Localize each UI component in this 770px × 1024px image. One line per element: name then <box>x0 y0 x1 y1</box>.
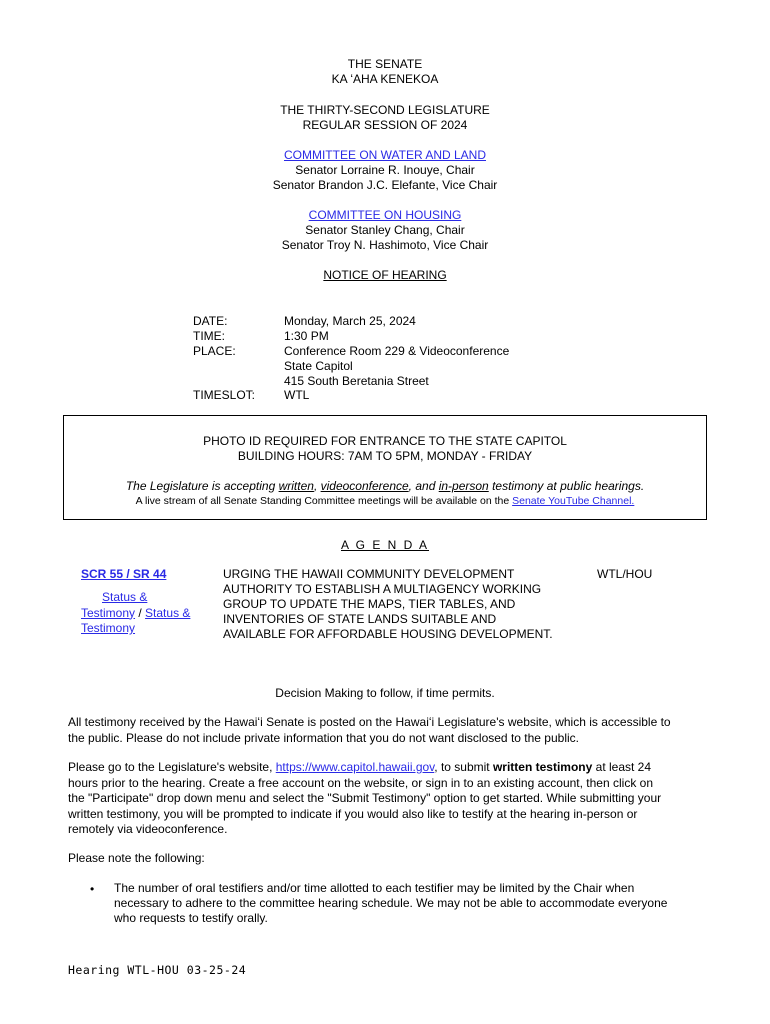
paragraph-line: the public. Please do not include private information that you do not want disclosed to the public. <box>68 730 579 745</box>
building-hours-line: BUILDING HOURS: 7AM TO 5PM, MONDAY - FRIDAY <box>237 449 533 463</box>
capitol-website-link[interactable]: https://www.capitol.hawaii.gov <box>275 760 435 774</box>
committee-vice-chair: Senator Brandon J.C. Elefante, Vice Chair <box>272 178 498 192</box>
instructions-suffix: at least 24 <box>592 760 652 774</box>
committee-housing <box>0 208 770 253</box>
committee-chair: Senator Stanley Chang, Chair <box>305 223 465 237</box>
status-testimony-link-sr-cont[interactable]: Testimony <box>81 621 136 635</box>
bullet-line: necessary to adhere to the committee hearing schedule. We may not be able to accommodate everyone <box>114 896 668 910</box>
status-testimony-links <box>81 590 206 637</box>
bullet-line: who requests to testify orally. <box>114 911 268 925</box>
description-line: GROUP TO UPDATE THE MAPS, TIER TABLES, AND <box>223 597 516 611</box>
committee-vice-chair: Senator Troy N. Hashimoto, Vice Chair <box>281 238 489 252</box>
agenda-title-text: A G E N D A <box>340 538 430 552</box>
accepting-prefix: The Legislature is accepting <box>125 479 279 493</box>
bullet-icon: • <box>90 882 95 896</box>
committee-water-land <box>0 148 770 193</box>
committee-referral: WTL/HOU <box>597 567 653 581</box>
written-testimony-bold: written testimony <box>492 760 593 774</box>
paragraph-line: All testimony received by the Hawaiʻi Senate is posted on the Hawaiʻi Legislature's website, which is accessible to <box>68 715 671 729</box>
senate-hawaiian-title: KA ʻAHA KENEKOA <box>331 72 439 86</box>
paragraph-line: the "Participate" drop down menu and select the "Submit Testimony" option to get started. While submitting your <box>68 791 662 805</box>
written-link: written <box>278 479 314 493</box>
page-footer: Hearing WTL-HOU 03-25-24 <box>68 963 247 977</box>
youtube-channel-link[interactable]: Senate YouTube Channel. <box>512 495 635 507</box>
time-value: 1:30 PM <box>284 329 329 343</box>
paragraph-line: written testimony, you will be prompted to indicate if you would also like to testify at the hearing in-person or <box>68 806 638 821</box>
place-line: 415 South Beretania Street <box>284 374 429 388</box>
decision-making-note: Decision Making to follow, if time permits. <box>275 686 495 700</box>
session-title: REGULAR SESSION OF 2024 <box>302 118 468 132</box>
agenda-item-description <box>223 567 553 642</box>
separator: , and <box>408 479 439 493</box>
senate-header <box>0 57 770 87</box>
committee-housing-link[interactable]: COMMITTEE ON HOUSING <box>308 208 462 222</box>
livestream-line <box>0 494 770 509</box>
place-label: PLACE: <box>193 344 236 358</box>
time-label: TIME: <box>193 329 225 343</box>
bill-link[interactable] <box>81 567 166 582</box>
videoconference-link: videoconference <box>320 479 409 493</box>
paragraph-line: hours prior to the hearing. Create a free account on the website, or sign in to an existing account, then click on <box>68 775 654 790</box>
date-value: Monday, March 25, 2024 <box>284 314 416 328</box>
livestream-text: A live stream of all Senate Standing Committee meetings will be available on the <box>135 495 513 507</box>
description-line: AVAILABLE FOR AFFORDABLE HOUSING DEVELOPMENT. <box>223 627 553 641</box>
testimony-accepted-line <box>0 479 770 494</box>
legislature-title: THE THIRTY-SECOND LEGISLATURE <box>280 103 490 117</box>
committee-water-land-link[interactable]: COMMITTEE ON WATER AND LAND <box>283 148 486 162</box>
bill-number[interactable]: SCR 55 / SR 44 <box>81 567 167 581</box>
note-heading: Please note the following: <box>68 851 205 865</box>
timeslot-label: TIMESLOT: <box>193 388 256 402</box>
accepting-suffix: testimony at public hearings. <box>488 479 645 493</box>
separator: , <box>313 479 321 493</box>
legislature-header <box>0 103 770 133</box>
photo-id-line: PHOTO ID REQUIRED FOR ENTRANCE TO THE STATE CAPITOL <box>203 434 567 448</box>
testimony-posted-paragraph <box>68 715 708 746</box>
description-line: INVENTORIES OF STATE LANDS SUITABLE AND <box>223 612 497 626</box>
paragraph-line: remotely via videoconference. <box>68 822 228 836</box>
separator: / <box>135 605 146 620</box>
senate-title: THE SENATE <box>347 57 423 71</box>
bullet-line: The number of oral testifiers and/or time allotted to each testifier may be limited by the Chair when <box>114 881 635 895</box>
agenda-title <box>0 538 770 552</box>
photo-id-notice <box>0 434 770 464</box>
committee-chair: Senator Lorraine R. Inouye, Chair <box>295 163 475 177</box>
status-testimony-link-sr[interactable]: Status & <box>145 605 191 620</box>
timeslot-value: WTL <box>284 388 310 402</box>
description-line: URGING THE HAWAII COMMUNITY DEVELOPMENT <box>223 567 515 581</box>
bullet-item <box>114 881 714 926</box>
notice-of-hearing <box>0 268 770 283</box>
place-line: Conference Room 229 & Videoconference <box>284 344 510 358</box>
in-person-link: in-person <box>438 479 489 493</box>
instructions-prefix: Please go to the Legislature's website, <box>68 760 276 774</box>
status-testimony-link-scr[interactable]: Status & <box>102 590 148 604</box>
description-line: AUTHORITY TO ESTABLISH A MULTIAGENCY WORKING <box>223 582 542 596</box>
instructions-mid: , to submit <box>434 760 493 774</box>
status-testimony-link-scr-cont[interactable]: Testimony <box>81 605 136 620</box>
place-line: State Capitol <box>284 359 353 373</box>
date-label: DATE: <box>193 314 228 328</box>
notice-title: NOTICE OF HEARING <box>323 268 447 282</box>
testimony-instructions-paragraph <box>68 760 708 838</box>
